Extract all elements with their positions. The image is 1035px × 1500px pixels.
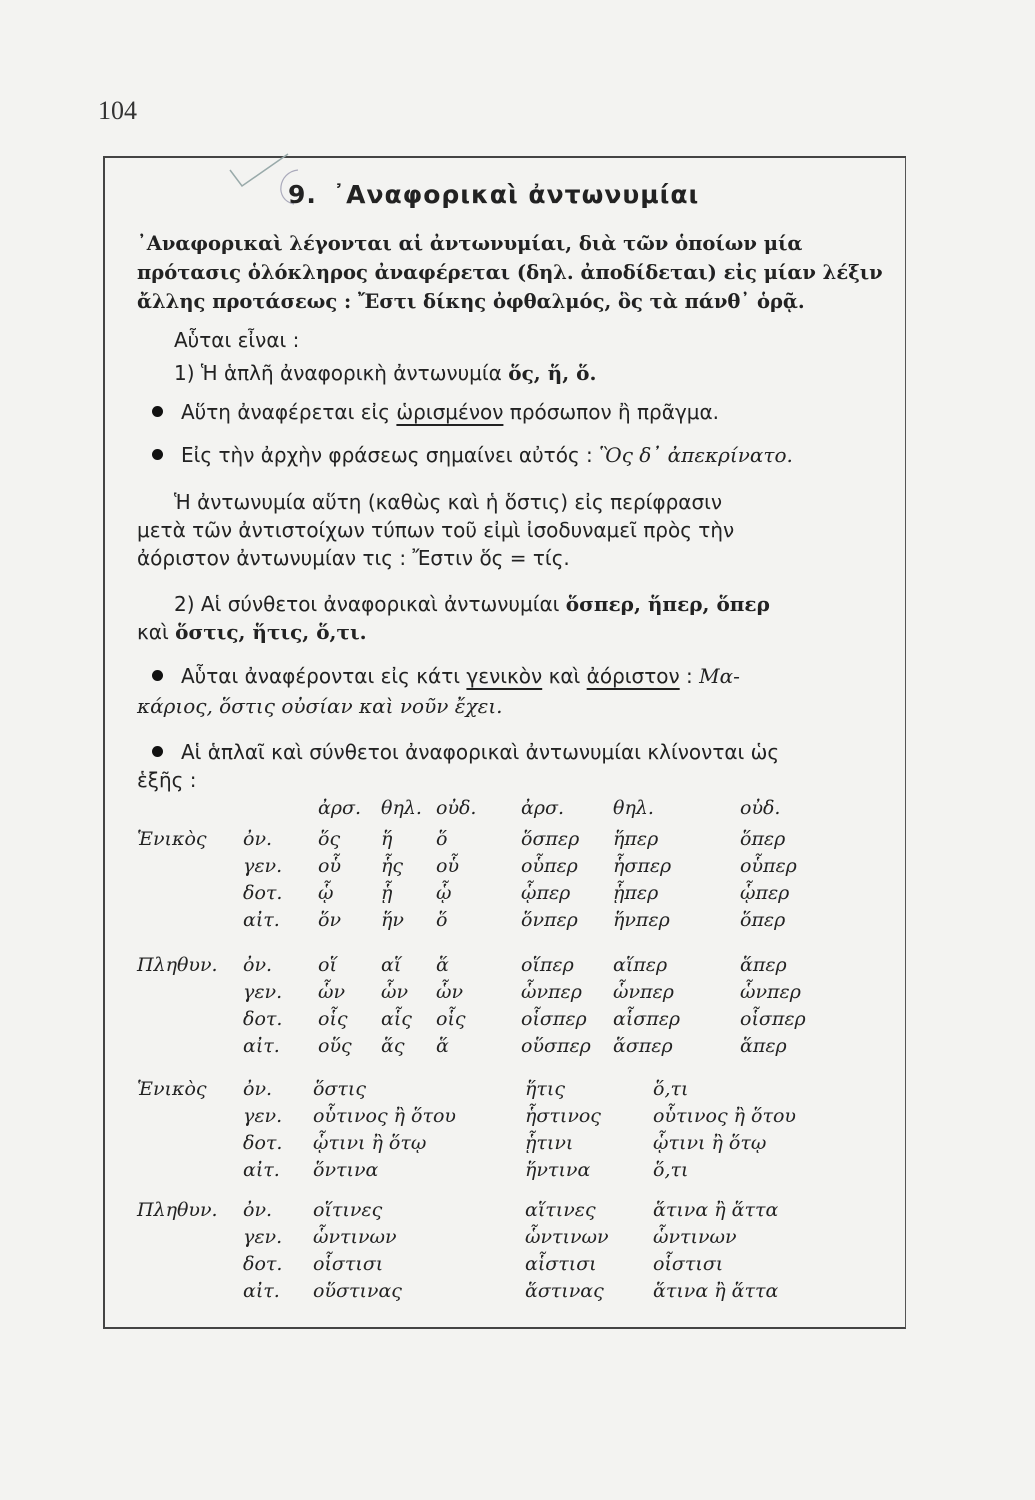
- para-line-3: ἀόριστον ἀντωνυμίαν τις : Ἔστιν ὅς = τίς.: [137, 546, 570, 570]
- para-line-1: Ἡ ἀντωνυμία αὕτη (καθὼς καὶ ἡ ὅστις) εἰς περίφρασιν: [174, 490, 723, 514]
- table-2-cell: οὕστινας: [313, 1280, 402, 1302]
- table-1-header: ἀρσ.: [318, 797, 362, 819]
- table-2-cell: αἷστισι: [525, 1253, 597, 1275]
- table-1-cell: ὅ: [436, 909, 448, 931]
- table-1-cell: ἥνπερ: [613, 909, 670, 931]
- table-1-case-label: ὀν.: [243, 954, 273, 976]
- table-2-cell: αἵτινες: [525, 1199, 596, 1221]
- table-2-case-label: δοτ.: [243, 1253, 283, 1275]
- item-1-forms: ὅς, ἥ, ὅ.: [508, 361, 597, 385]
- table-2-cell: οὗτινος ἢ ὅτου: [313, 1105, 456, 1127]
- table-1-cell: ἅ: [436, 954, 449, 976]
- bullet-4-line-1: [152, 738, 779, 766]
- table-1-cell: ὅπερ: [740, 909, 786, 931]
- table-1-header: ἀρσ.: [521, 797, 565, 819]
- bullet-3-pre: Αὗται ἀναφέρονται εἰς κάτι: [181, 664, 461, 688]
- table-1-cell: ὅνπερ: [521, 909, 578, 931]
- table-1-cell: ᾧ: [436, 882, 452, 904]
- para-line-2: μετὰ τῶν ἀντιστοίχων τύπων τοῦ εἰμὶ ἰσοδυναμεῖ πρὸς τὴν: [137, 518, 735, 542]
- table-2-cell: ὧντινων: [653, 1226, 737, 1248]
- table-2-cell: ἅτινα ἢ ἅττα: [653, 1280, 779, 1302]
- table-1-case-label: ὀν.: [243, 828, 273, 850]
- section-title-text: ᾿Αναφορικαὶ ἀντωνυμίαι: [332, 180, 700, 209]
- table-2-case-label: δοτ.: [243, 1132, 283, 1154]
- bullet-3-underlined-2: ἀόριστον: [586, 664, 680, 688]
- table-2-cell: ὅστις: [313, 1078, 367, 1100]
- table-2-cell: ἅτινα ἢ ἅττα: [653, 1199, 779, 1221]
- bullet-3-line-1: [152, 662, 740, 690]
- table-2-cell: ὧντινων: [313, 1226, 397, 1248]
- table-2-cell: ὧντινων: [525, 1226, 609, 1248]
- table-2-cell: ἥτις: [525, 1078, 565, 1100]
- table-1-cell: ᾧ: [318, 882, 334, 904]
- table-2-number-label: Πληθυν.: [137, 1199, 218, 1221]
- table-2-cell: ᾧτινι ἢ ὅτῳ: [653, 1132, 767, 1154]
- table-2-case-label: γεν.: [243, 1105, 283, 1127]
- table-1-cell: αἷσπερ: [613, 1008, 681, 1030]
- table-1-cell: οὗπερ: [740, 855, 797, 877]
- table-1-cell: οὕς: [318, 1035, 352, 1057]
- table-1-cell: ᾧπερ: [740, 882, 790, 904]
- table-1-case-label: αἰτ.: [243, 1035, 280, 1057]
- table-2-cell: ἅστινας: [525, 1280, 604, 1302]
- table-1-cell: ἅς: [381, 1035, 405, 1057]
- bullet-icon: [152, 449, 163, 460]
- table-2-number-label: Ἑνικὸς: [137, 1078, 207, 1100]
- table-1-case-label: γεν.: [243, 855, 283, 877]
- table-2-cell: ᾧτινι ἢ ὅτῳ: [313, 1132, 427, 1154]
- bullet-icon: [152, 746, 163, 757]
- table-1-cell: αἷς: [381, 1008, 412, 1030]
- table-1-cell: ὧνπερ: [740, 981, 801, 1003]
- table-1-cell: οὗ: [318, 855, 341, 877]
- table-2-cell: ἥντινα: [525, 1159, 591, 1181]
- table-1-cell: οἷς: [436, 1008, 466, 1030]
- table-1-case-label: γεν.: [243, 981, 283, 1003]
- table-1-cell: ἧς: [381, 855, 404, 877]
- bullet-3-mid: καὶ: [548, 664, 581, 688]
- table-1-header: οὐδ.: [740, 797, 781, 819]
- table-1-number-label: Ἑνικὸς: [137, 828, 207, 850]
- bullet-1-underlined: ὡρισμένον: [396, 400, 504, 424]
- bullet-3-colon: :: [686, 664, 693, 688]
- item-2-forms-2: ὅστις, ἥτις, ὅ,τι.: [175, 620, 367, 644]
- bullet-2-example: Ὃς δ᾿ ἀπεκρίνατο.: [599, 443, 793, 467]
- table-1-cell: ὧν: [318, 981, 346, 1003]
- table-1-cell: οἵπερ: [521, 954, 574, 976]
- page-number: 104: [98, 96, 137, 125]
- table-1-header: οὐδ.: [436, 797, 477, 819]
- bullet-3-line-2: [137, 692, 503, 720]
- table-1-cell: ἅπερ: [740, 954, 787, 976]
- item-2-line-1: [174, 590, 770, 618]
- table-2-cell: ἧστινος: [525, 1105, 601, 1127]
- aytai-line: Αὗται εἶναι :: [174, 328, 300, 352]
- table-1-case-label: αἰτ.: [243, 909, 280, 931]
- bullet-icon: [152, 670, 163, 681]
- table-1-cell: ὧν: [381, 981, 409, 1003]
- bullet-1-post: πρόσωπον ἢ πρᾶγμα.: [509, 400, 720, 424]
- table-1-cell: ὅ: [436, 828, 448, 850]
- table-2-cell: οὗτινος ἢ ὅτου: [653, 1105, 796, 1127]
- table-1-cell: ᾗπερ: [613, 882, 659, 904]
- table-1-cell: ᾧπερ: [521, 882, 571, 904]
- table-1-cell: ὧνπερ: [521, 981, 582, 1003]
- table-1-cell: ὧν: [436, 981, 464, 1003]
- table-2-cell: ὅ,τι: [653, 1078, 689, 1100]
- table-1-cell: ἅπερ: [740, 1035, 787, 1057]
- section-title: [288, 180, 699, 209]
- table-1-cell: οὕσπερ: [521, 1035, 591, 1057]
- table-1-cell: ἅ: [436, 1035, 449, 1057]
- bullet-2-pre: Εἰς τὴν ἀρχὴν φράσεως σημαίνει αὐτός :: [181, 443, 593, 467]
- table-1-cell: οἷσπερ: [740, 1008, 806, 1030]
- table-1-cell: οἵ: [318, 954, 337, 976]
- table-2-case-label: γεν.: [243, 1226, 283, 1248]
- bullet-2: [152, 441, 793, 469]
- table-1-cell: οἷς: [318, 1008, 348, 1030]
- intro-line-2: πρότασις ὁλόκληρος ἀναφέρεται (δηλ. ἀποδίδεται) εἰς μίαν λέξιν: [137, 261, 883, 284]
- bullet-icon: [152, 406, 163, 417]
- table-1-cell: οὗ: [436, 855, 459, 877]
- table-1-case-label: δοτ.: [243, 1008, 283, 1030]
- table-1-cell: ἥ: [381, 828, 393, 850]
- table-2-case-label: ὀν.: [243, 1199, 273, 1221]
- item-1-label: 1) Ἡ ἁπλῆ ἀναφορικὴ ἀντωνυμία: [174, 361, 502, 385]
- table-1-cell: αἵ: [381, 954, 402, 976]
- bullet-3-underlined-1: γενικὸν: [466, 664, 543, 688]
- item-2-kai: καὶ: [137, 620, 169, 644]
- table-1-cell: ᾗ: [381, 882, 393, 904]
- table-1-cell: ἧσπερ: [613, 855, 672, 877]
- table-2-case-label: ὀν.: [243, 1078, 273, 1100]
- table-2-cell: ᾗτινι: [525, 1132, 574, 1154]
- table-1-case-label: δοτ.: [243, 882, 283, 904]
- table-1-number-label: Πληθυν.: [137, 954, 218, 976]
- item-1: [174, 359, 596, 387]
- table-1-cell: ὧνπερ: [613, 981, 674, 1003]
- table-2-cell: οἷστισι: [313, 1253, 384, 1275]
- table-1-header: θηλ.: [381, 797, 422, 819]
- section-number: 9.: [288, 180, 317, 209]
- table-1-cell: ὅν: [318, 909, 341, 931]
- bullet-1: [152, 398, 719, 426]
- table-1-cell: ἥν: [381, 909, 404, 931]
- table-2-cell: ὅντινα: [313, 1159, 379, 1181]
- table-1-cell: ἥπερ: [613, 828, 659, 850]
- intro-line-1: ᾿Αναφορικαὶ λέγονται αἱ ἀντωνυμίαι, διὰ τῶν ὁποίων μία: [137, 232, 803, 255]
- item-2-forms-1: ὅσπερ, ἥπερ, ὅπερ: [565, 592, 770, 616]
- bullet-4-line-2: ἑξῆς :: [137, 768, 197, 792]
- table-1-header: θηλ.: [613, 797, 654, 819]
- table-2-cell: οἷστισι: [653, 1253, 724, 1275]
- table-1-cell: οἷσπερ: [521, 1008, 587, 1030]
- table-1-cell: ἅσπερ: [613, 1035, 673, 1057]
- intro-line-3: ἄλλης προτάσεως : Ἔστι δίκης ὀφθαλμός, ὃς τὰ πάνθ᾿ ὁρᾷ.: [137, 290, 805, 313]
- table-1-cell: αἵπερ: [613, 954, 668, 976]
- item-2-line-2: [137, 618, 367, 646]
- bullet-3-example-1: Μα-: [699, 664, 740, 688]
- bullet-1-pre: Αὕτη ἀναφέρεται εἰς: [181, 400, 391, 424]
- bullet-3-example-2: κάριος, ὅστις οὐσίαν καὶ νοῦν ἔχει.: [137, 694, 503, 718]
- table-1-cell: ὅσπερ: [521, 828, 580, 850]
- table-1-cell: οὗπερ: [521, 855, 578, 877]
- table-2-case-label: αἰτ.: [243, 1280, 280, 1302]
- table-2-cell: οἵτινες: [313, 1199, 383, 1221]
- frame-top-rule: [103, 156, 906, 158]
- table-2-cell: ὅ,τι: [653, 1159, 689, 1181]
- bullet-4-text: Αἱ ἁπλαῖ καὶ σύνθετοι ἀναφορικαὶ ἀντωνυμίαι κλίνονται ὡς: [181, 740, 780, 764]
- item-2-label: 2) Αἱ σύνθετοι ἀναφορικαὶ ἀντωνυμίαι: [174, 592, 560, 616]
- table-2-case-label: αἰτ.: [243, 1159, 280, 1181]
- table-1-cell: ὅς: [318, 828, 341, 850]
- table-1-cell: ὅπερ: [740, 828, 786, 850]
